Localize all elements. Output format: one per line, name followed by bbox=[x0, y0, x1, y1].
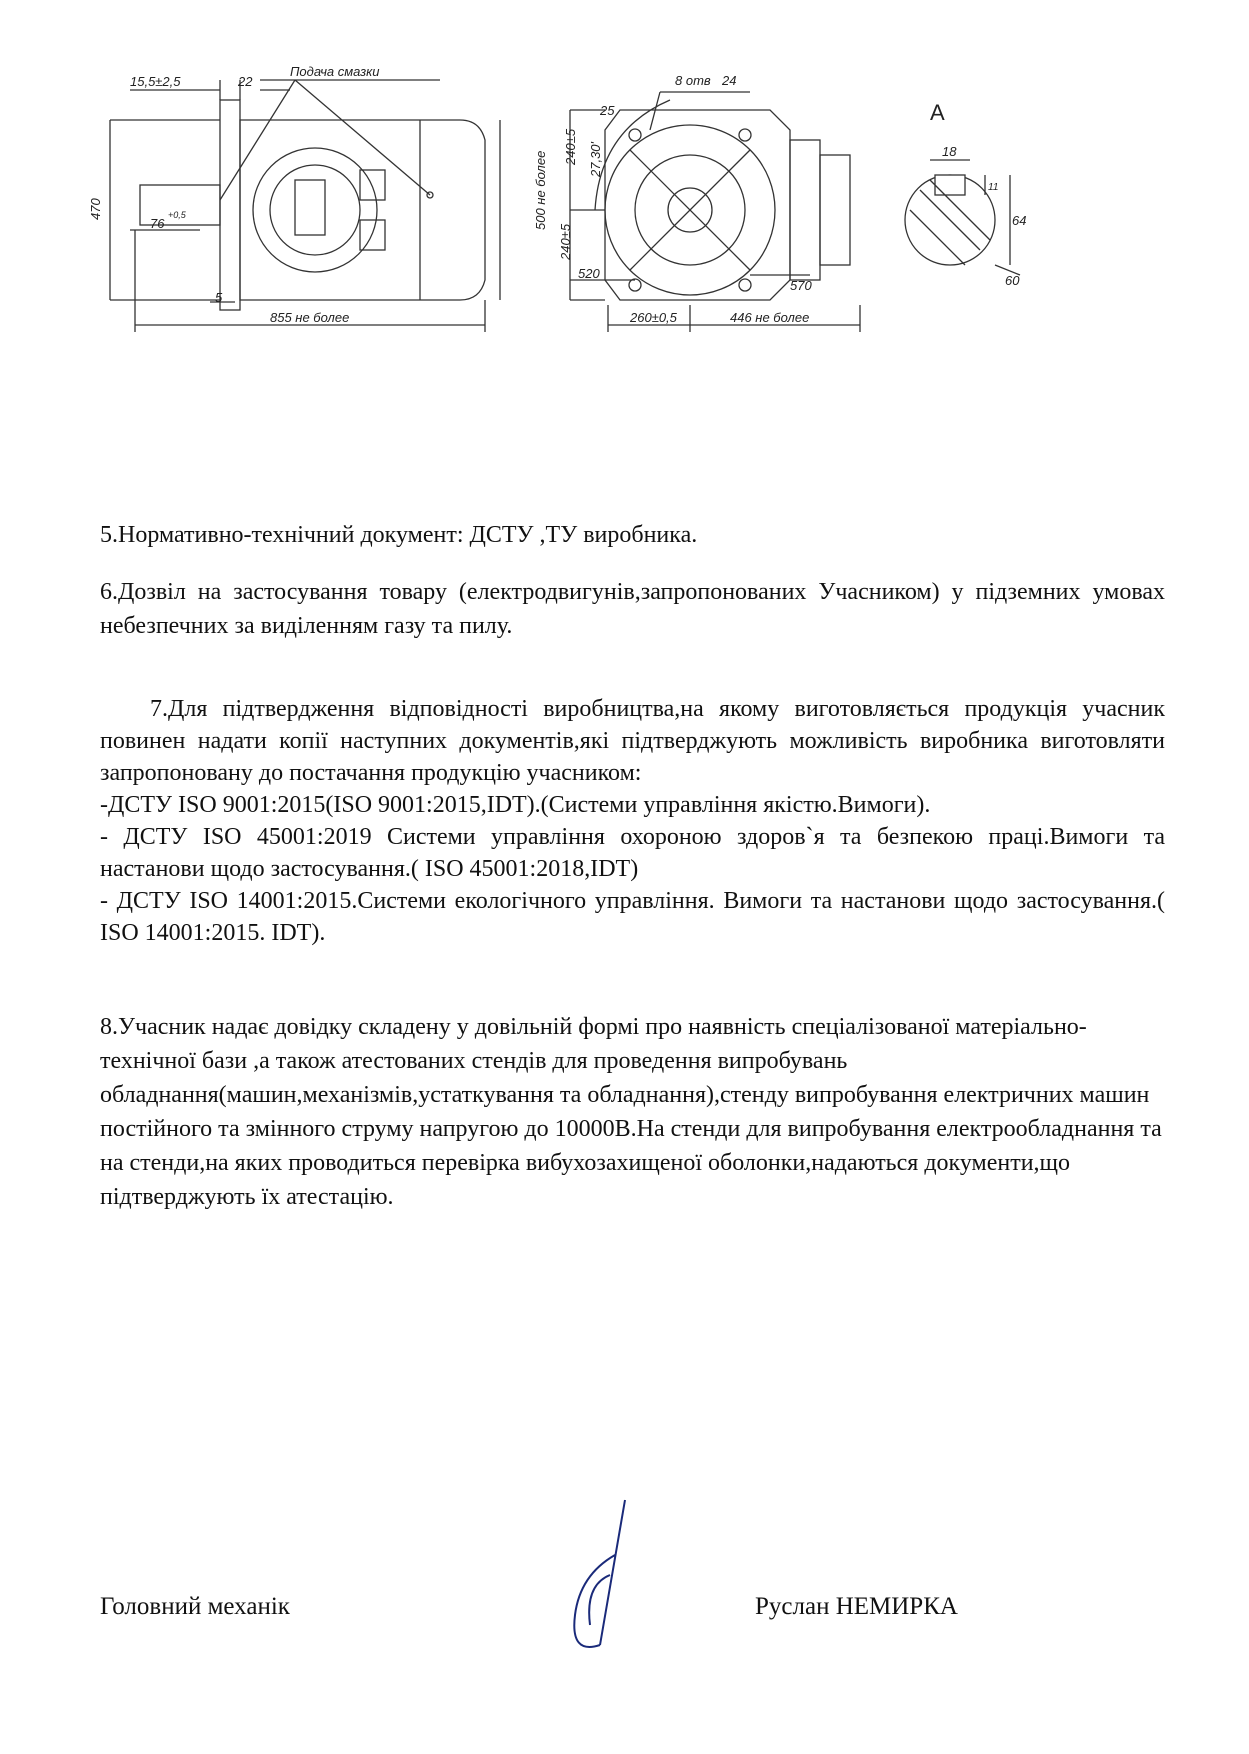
dim-240-upper: 240±5 bbox=[563, 128, 578, 165]
section-label: А bbox=[930, 100, 945, 125]
dim-76: 76 bbox=[150, 216, 165, 231]
signatory-role: Головний механік bbox=[100, 1593, 290, 1620]
dim-11: 11 bbox=[988, 182, 999, 193]
standard-iso-45001: - ДСТУ ISO 45001:2019 Системи управління охороною здоров`я та безпекою праці.Вимоги та настанови щодо застосування.( ISO 45001:2018,IDT) bbox=[100, 824, 1165, 882]
leader-label: Подача смазки bbox=[290, 64, 380, 79]
dim-22: 22 bbox=[238, 74, 253, 89]
dim-446: 446 не более bbox=[730, 310, 810, 325]
dim-240-lower: 240±5 bbox=[558, 223, 573, 260]
dim-25: 25 bbox=[600, 103, 615, 118]
dim-470: 470 bbox=[88, 198, 103, 220]
flange-plate bbox=[220, 100, 240, 310]
paragraph-7-lead: 7.Для підтвердження відповідності виробництва,на якому виготовляється продукція учасник повинен надати копії наступних документів,які підтверджують можливість виробника виготовляти запропоновану до постачання продукцію учасником: bbox=[100, 696, 1165, 786]
dim-27-30: 27,30' bbox=[588, 141, 603, 177]
signature-block bbox=[100, 1585, 1165, 1645]
motor-dimension-drawing bbox=[88, 64, 1180, 390]
terminal-box-circle bbox=[253, 148, 377, 272]
dim-64: 64 bbox=[1012, 213, 1027, 228]
dim-5: 5 bbox=[215, 290, 223, 305]
handwritten-signature bbox=[530, 1495, 650, 1655]
dim-18: 18 bbox=[942, 144, 957, 159]
dim-24: 24 bbox=[722, 73, 737, 88]
dim-260: 260±0,5 bbox=[630, 310, 677, 325]
dim-855: 855 не более bbox=[270, 310, 350, 325]
dim-8-holes: 8 отв bbox=[675, 73, 711, 88]
dim-500: 500 не более bbox=[533, 150, 548, 230]
dim-15-5: 15,5±2,5 bbox=[130, 74, 181, 89]
paragraph-7 bbox=[100, 693, 1165, 949]
paragraph-6: 6.Дозвіл на застосування товару (електродвигунів,запропонованих Учасником) у підземних умовах небезпечних за виділенням газу та пилу. bbox=[100, 579, 1165, 639]
dim-76-tol: +0,5 bbox=[168, 210, 186, 220]
technical-drawings bbox=[88, 64, 1180, 390]
dim-520: 520 bbox=[578, 266, 600, 281]
motor-body bbox=[240, 120, 485, 300]
paragraph-5: 5.Нормативно-технічний документ: ДСТУ ,ТУ виробника. bbox=[100, 522, 698, 548]
front-flange bbox=[605, 110, 790, 300]
standard-iso-14001: - ДСТУ ISO 14001:2015.Системи екологічного управління. Вимоги та настанови щодо застосування.( ISO 14001:2015. IDT). bbox=[100, 888, 1165, 946]
standard-iso-9001: -ДСТУ ISO 9001:2015(ISO 9001:2015,IDT).(Системи управління якістю.Вимоги). bbox=[100, 792, 931, 818]
dim-570: 570 bbox=[790, 278, 812, 293]
dim-60: 60 bbox=[1005, 273, 1020, 288]
signatory-name: Руслан НЕМИРКА bbox=[755, 1593, 958, 1620]
paragraph-8: 8.Учасник надає довідку складену у довільній формі про наявність спеціалізованої матеріально-технічної бази ,а також атестованих стендів для проведення випробувань обладнання(машин,механізмів,устаткування та обладнання),стенду випробування електричних машин постійного та змінного струму напругою до 10000В.На стенди для випробування електрообладнання та на стенди,на яких проводиться перевірка вибухозахищеної оболонки,надаються документи,що підтверджують їх атестацію. bbox=[100, 1014, 1162, 1210]
